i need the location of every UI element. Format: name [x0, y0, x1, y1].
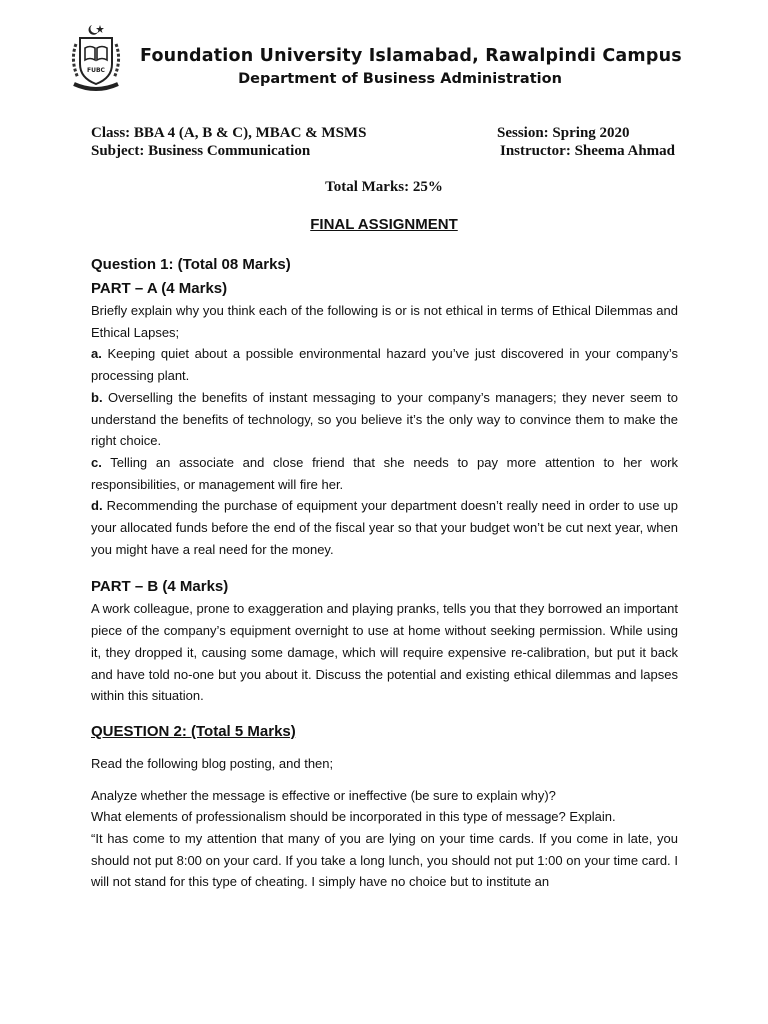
spacer — [91, 775, 678, 785]
part-a-item-c — [91, 452, 678, 495]
part-a-heading: PART – A (4 Marks) — [91, 280, 228, 297]
class-info: Class: BBA 4 (A, B & C), MBAC & MSMS — [91, 125, 367, 141]
item-label: a. — [91, 346, 102, 362]
part-a-item-a — [91, 343, 678, 386]
spacer — [91, 707, 678, 721]
subject-info: Subject: Business Communication — [91, 143, 311, 159]
university-logo — [64, 22, 128, 94]
spacer — [91, 560, 678, 574]
part-a-item-d — [91, 495, 678, 560]
session-info: Session: Spring 2020 — [497, 125, 630, 141]
item-label: c. — [91, 454, 102, 470]
spacer — [91, 743, 678, 753]
part-b-text: A work colleague, prone to exaggeration and playing pranks, tells you that they borrowed an important piece of the company’s equipment overnight to use at home without seeking permission. While using it, they dropped it, causing some damage, which will require expensive re-calibration, but put it back and have told no-one but you about it. Discuss the potential and existing ethical dilemmas and lapses within this situation. — [91, 601, 678, 704]
blog-quote: “It has come to my attention that many of you are lying on your time cards. If you come in late, you should not put 8:00 on your card. If you take a long lunch, you should not put 1:00 on your time card. I will not stand for this type of cheating. I simply have no choice but to institute an — [91, 831, 678, 890]
assignment-title: FINAL ASSIGNMENT — [310, 216, 458, 233]
question-2-intro: Read the following blog posting, and then; — [91, 755, 334, 771]
part-a-item-b — [91, 387, 678, 452]
item-text: Overselling the benefits of instant messaging to your company’s managers; they never seem to understand the benefits of technology, so you believe it’s the only way to convince them to make the right choice. — [91, 389, 678, 449]
item-label: d. — [91, 498, 103, 514]
part-a-intro: Briefly explain why you think each of the following is or is not ethical in terms of Ethical Dilemmas and Ethical Lapses; — [91, 303, 678, 340]
item-text: Telling an associate and close friend that she needs to pay more attention to her work responsibilities, or management will fire her. — [91, 454, 678, 492]
university-name: Foundation University Islamabad, Rawalpindi Campus — [140, 46, 682, 66]
department-name: Department of Business Administration — [238, 71, 562, 87]
item-label: b. — [91, 389, 103, 405]
question-1-heading: Question 1: (Total 08 Marks) — [91, 256, 291, 273]
question-2-line-2: What elements of professionalism should be incorporated in this type of message? Explain. — [91, 809, 616, 825]
university-seal-icon — [64, 22, 128, 94]
question-2-heading: QUESTION 2: (Total 5 Marks) — [91, 722, 296, 740]
item-text: Keeping quiet about a possible environmental hazard you’ve just discovered in your company’s processing plant. — [91, 346, 678, 384]
part-b-heading: PART – B (4 Marks) — [91, 578, 229, 596]
instructor-info: Instructor: Sheema Ahmad — [500, 143, 675, 159]
total-marks: Total Marks: 25% — [325, 179, 443, 195]
item-text: Recommending the purchase of equipment your department doesn’t really need in order to use up your allocated funds before the end of the fiscal year so that your budget won’t be cut next year, when you might have a real need for the money. — [91, 498, 678, 557]
question-2-line-1: Analyze whether the message is effective or ineffective (be sure to explain why)? — [91, 787, 556, 803]
assignment-body — [91, 254, 678, 893]
svg-text:FUBC: FUBC — [87, 67, 105, 74]
